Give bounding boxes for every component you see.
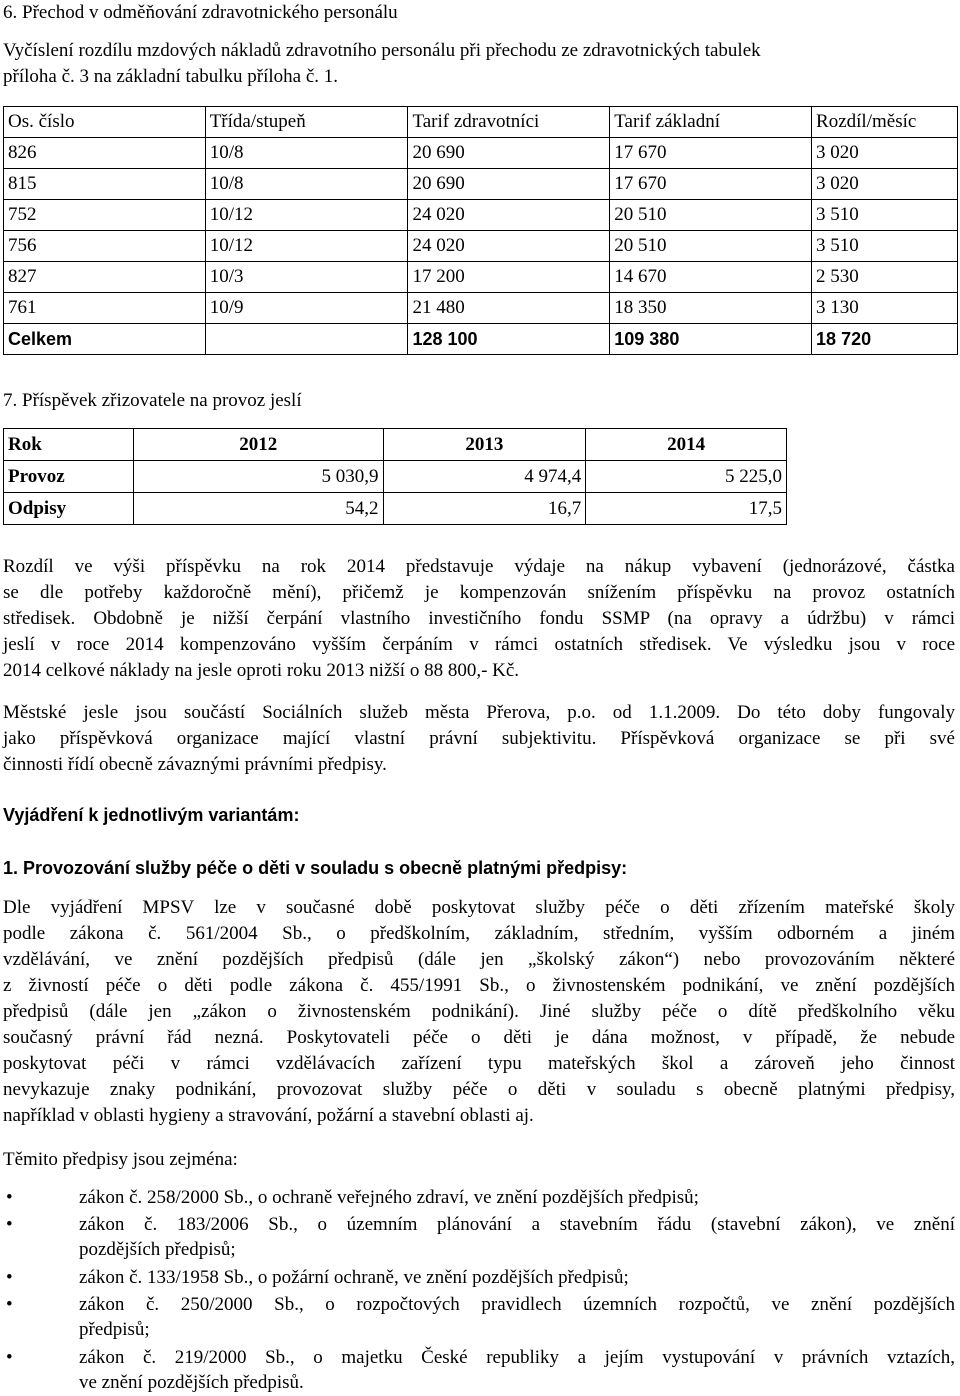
table-cell: 761	[4, 293, 206, 324]
list-item	[79, 1345, 955, 1395]
list-item	[79, 1212, 955, 1262]
bullet-icon: •	[6, 1214, 13, 1235]
paragraph-line: nevykazuje znaky podnikání, provozovat služby péče o děti v souladu s obecně platnými předpisy,	[3, 1079, 955, 1100]
paragraph-line: 2014 celkové náklady na jesle oproti roku 2013 nižší o 88 800,- Kč.	[3, 660, 520, 681]
section-6-intro-line-2: příloha č. 3 na základní tabulku příloha č. 1.	[3, 66, 339, 87]
table-cell: 5 030,9	[133, 461, 383, 493]
variants-heading: Vyjádření k jednotlivým variantám:	[3, 805, 300, 825]
table-row-label: Odpisy	[4, 493, 134, 525]
table-header-cell: Tarif zdravotníci	[408, 107, 610, 138]
list-item-line: předpisů;	[79, 1319, 150, 1340]
table-row	[4, 493, 787, 525]
table-cell: 10/12	[205, 231, 408, 262]
table-cell: 16,7	[383, 493, 586, 525]
section-6-intro-line-1: Vyčíslení rozdílu mzdových nákladů zdravotního personálu při přechodu ze zdravotnických tabulek	[3, 40, 761, 61]
table-cell: 17,5	[586, 493, 787, 525]
table-cell: 756	[4, 231, 206, 262]
paragraph-line: podle zákona č. 561/2004 Sb., o předškolním, základním, středním, vyšším odborném a jiném	[3, 923, 955, 944]
table-cell: 17 670	[610, 138, 812, 169]
paragraph-line: současný právní řád nezná. Poskytovateli péče o děti je dána možnost, v případě, že nebude	[3, 1027, 955, 1048]
table-cell: 17 200	[408, 262, 610, 293]
table-cell: 10/12	[205, 200, 408, 231]
table-total-cell: 128 100	[408, 324, 610, 355]
list-item-line: zákon č. 133/1958 Sb., o požární ochraně, ve znění pozdějších předpisů;	[79, 1267, 629, 1288]
table-cell: 10/3	[205, 262, 408, 293]
table-cell: 21 480	[408, 293, 610, 324]
table-cell: 826	[4, 138, 206, 169]
table-row	[4, 169, 958, 200]
table-cell: 4 974,4	[383, 461, 586, 493]
table-row	[4, 231, 958, 262]
paragraph-line: Dle vyjádření MPSV lze v současné době poskytovat služby péče o děti zřízením mateřské školy	[3, 897, 955, 918]
table-cell: 10/8	[205, 138, 408, 169]
table-total-cell: 18 720	[812, 324, 958, 355]
table-total-row	[4, 324, 958, 355]
list-item	[79, 1185, 955, 1210]
table-row	[4, 138, 958, 169]
table-cell: 815	[4, 169, 206, 200]
table-cell: 827	[4, 262, 206, 293]
variant-1-heading: 1. Provozování služby péče o děti v souladu s obecně platnými předpisy:	[3, 858, 628, 878]
list-item-line: ve znění pozdějších předpisů.	[79, 1372, 304, 1393]
paragraph-line: činnosti řídí obecně závaznými právními předpisy.	[3, 754, 387, 775]
regulations-intro: Těmito předpisy jsou zejména:	[3, 1149, 238, 1170]
paragraph-line: jeslí v roce 2014 kompenzováno vyšším čerpáním v rámci ostatních středisek. Ve výsledku jsou v roce	[3, 634, 955, 655]
table-cell: 20 510	[610, 200, 812, 231]
bullet-icon: •	[6, 1267, 13, 1288]
table-cell: 3 020	[812, 169, 958, 200]
list-item-line: zákon č. 250/2000 Sb., o rozpočtových pravidlech územních rozpočtů, ve znění pozdějších	[79, 1294, 955, 1315]
list-item	[79, 1292, 955, 1342]
table-cell: 2 530	[812, 262, 958, 293]
table-cell: 10/8	[205, 169, 408, 200]
table-header-cell: Třída/stupeň	[205, 107, 408, 138]
table-cell: 3 510	[812, 231, 958, 262]
contribution-table	[3, 428, 787, 525]
table-header-cell: Rok	[4, 429, 134, 461]
paragraph-line: středisek. Obdobně je nižší čerpání vlastního investičního fondu SSMP (na opravy a údržbu) v rámci	[3, 608, 955, 629]
salary-difference-table	[3, 106, 958, 355]
table-cell: 3 510	[812, 200, 958, 231]
bullet-icon: •	[6, 1187, 13, 1208]
table-header-cell: Os. číslo	[4, 107, 206, 138]
paragraph-line: z živností péče o děti podle zákona č. 455/1991 Sb., o živnostenském podnikání, ve znění pozdějších	[3, 975, 955, 996]
paragraph-line: vzdělávání, ve znění pozdějších předpisů (dále jen „školský zákon“) nebo provozováním některé	[3, 949, 955, 970]
table-cell: 20 690	[408, 169, 610, 200]
paragraph-line: například v oblasti hygieny a stravování, požární a stavební oblasti aj.	[3, 1105, 534, 1126]
list-item-line: zákon č. 183/2006 Sb., o územním plánování a stavebním řádu (stavební zákon), ve znění	[79, 1214, 955, 1235]
table-cell: 5 225,0	[586, 461, 787, 493]
paragraph-line: Městské jesle jsou součástí Sociálních služeb města Přerova, p.o. od 1.1.2009. Do této doby fungovaly	[3, 702, 955, 723]
table-cell: 54,2	[133, 493, 383, 525]
table-row	[4, 461, 787, 493]
bullet-icon: •	[6, 1294, 13, 1315]
table-header-row	[4, 429, 787, 461]
table-cell: 20 510	[610, 231, 812, 262]
table-header-cell: 2013	[383, 429, 586, 461]
paragraph-line: poskytovat péči v rámci vzdělávacích zařízení typu mateřských škol a zároveň jeho činnost	[3, 1053, 955, 1074]
table-cell: 3 020	[812, 138, 958, 169]
table-row	[4, 293, 958, 324]
paragraph-line: se dle potřeby každoročně mění), přičemž je kompenzován snížením příspěvku na provoz ostatních	[3, 582, 955, 603]
table-cell: 752	[4, 200, 206, 231]
section-7-heading: 7. Příspěvek zřizovatele na provoz jeslí	[3, 390, 302, 411]
list-item-line: pozdějších předpisů;	[79, 1239, 236, 1260]
table-cell: 20 690	[408, 138, 610, 169]
paragraph-line: Rozdíl ve výši příspěvku na rok 2014 představuje výdaje na nákup vybavení (jednorázové, částka	[3, 556, 955, 577]
table-cell: 10/9	[205, 293, 408, 324]
list-item-line: zákon č. 219/2000 Sb., o majetku České republiky a jejím vystupování v právních vztazích,	[79, 1347, 955, 1368]
table-header-cell: Tarif základní	[610, 107, 812, 138]
paragraph-line: předpisů (dále jen „zákon o živnostenském podnikání). Jiné služby péče o dítě předškolního věku	[3, 1001, 955, 1022]
table-row-label: Provoz	[4, 461, 134, 493]
table-header-cell: Rozdíl/měsíc	[812, 107, 958, 138]
table-total-cell: Celkem	[4, 324, 206, 355]
table-cell: 18 350	[610, 293, 812, 324]
table-row	[4, 200, 958, 231]
list-item-line: zákon č. 258/2000 Sb., o ochraně veřejného zdraví, ve znění pozdějších předpisů;	[79, 1187, 699, 1208]
table-total-cell: 109 380	[610, 324, 812, 355]
table-cell: 3 130	[812, 293, 958, 324]
table-total-cell	[205, 324, 408, 355]
table-cell: 24 020	[408, 200, 610, 231]
table-header-cell: 2012	[133, 429, 383, 461]
list-item	[79, 1265, 955, 1290]
table-cell: 17 670	[610, 169, 812, 200]
paragraph-line: jako příspěvková organizace mající vlastní právní subjektivitu. Příspěvková organizace se při své	[3, 728, 955, 749]
table-row	[4, 262, 958, 293]
table-cell: 24 020	[408, 231, 610, 262]
bullet-icon: •	[6, 1347, 13, 1368]
table-cell: 14 670	[610, 262, 812, 293]
table-header-cell: 2014	[586, 429, 787, 461]
table-header-row	[4, 107, 958, 138]
section-6-heading: 6. Přechod v odměňování zdravotnického personálu	[3, 2, 398, 23]
